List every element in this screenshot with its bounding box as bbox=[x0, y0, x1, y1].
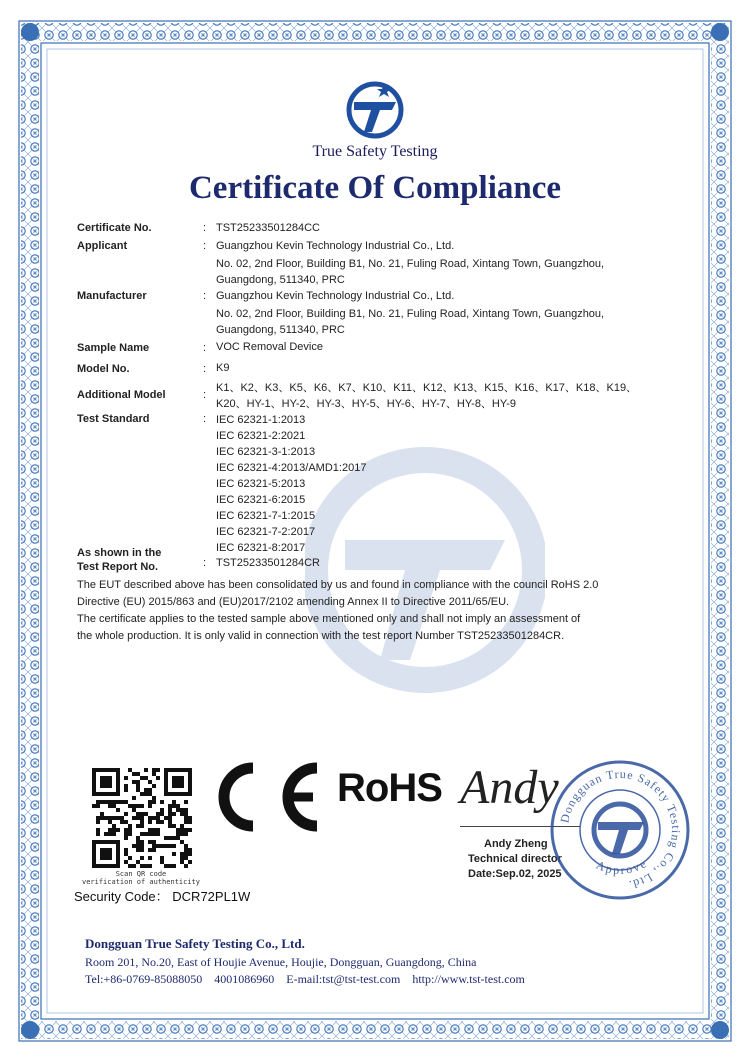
manufacturer-line: Guangzhou Kevin Technology Industrial Co., Ltd. bbox=[216, 290, 455, 302]
sample-name-value: VOC Removal Device bbox=[216, 341, 323, 353]
qr-code[interactable] bbox=[92, 768, 192, 868]
rohs-mark: RoHS bbox=[337, 766, 442, 810]
additional-model-value bbox=[216, 380, 637, 412]
manufacturer-label: Manufacturer bbox=[77, 290, 147, 302]
colon: : bbox=[203, 363, 207, 375]
security-code-value: DCR72PL1W bbox=[172, 889, 251, 904]
applicant-value bbox=[216, 238, 604, 288]
qr-caption bbox=[80, 870, 202, 886]
issue-date: Date:Sep.02, 2025 bbox=[468, 868, 562, 880]
qr-caption-line: Scan QR code bbox=[115, 870, 167, 878]
additional-model-line: K1、K2、K3、K5、K6、K7、K10、K11、K12、K13、K15、K16、K17、K18、K19、 bbox=[216, 382, 638, 394]
manufacturer-value bbox=[216, 288, 604, 338]
signer-name: Andy Zheng bbox=[484, 838, 548, 850]
compliance-statement bbox=[77, 577, 598, 645]
colon: : bbox=[203, 342, 207, 354]
statement-line: the whole production. It is only valid in connection with the test report Number TST25233501284CR. bbox=[77, 630, 565, 642]
test-standard-item: IEC 62321-7-2:2017 bbox=[216, 526, 316, 538]
additional-model-label: Additional Model bbox=[77, 389, 166, 401]
statement-line: Directive (EU) 2015/863 and (EU)2017/2102 amending Annex II to Directive 2011/65/EU. bbox=[77, 596, 510, 608]
email-label: E-mail: bbox=[286, 972, 323, 986]
test-report-label bbox=[77, 546, 161, 574]
tel-label: Tel: bbox=[85, 972, 104, 986]
test-standard-item: IEC 62321-7-1:2015 bbox=[216, 510, 316, 522]
colon: : bbox=[203, 290, 207, 302]
test-standard-item: IEC 62321-1:2013 bbox=[216, 414, 306, 426]
ce-mark-icon bbox=[205, 762, 323, 832]
security-code-label: Security Code： bbox=[74, 889, 169, 904]
test-standard-item: IEC 62321-2:2021 bbox=[216, 430, 306, 442]
tst-logo-icon bbox=[344, 78, 406, 140]
security-code bbox=[74, 886, 250, 905]
test-standard-item: IEC 62321-8:2017 bbox=[216, 542, 306, 554]
model-no-label: Model No. bbox=[77, 363, 130, 375]
svg-text:Dongguan True Safety Testing C: Dongguan True Safety Testing Co., Ltd. bbox=[557, 766, 684, 893]
signer-title: Technical director bbox=[468, 853, 562, 865]
colon: : bbox=[203, 557, 207, 569]
colon: : bbox=[203, 222, 207, 234]
footer-company: Dongguan True Safety Testing Co., Ltd. bbox=[85, 936, 305, 951]
colon: : bbox=[203, 240, 207, 252]
handwritten-signature: Andy bbox=[460, 761, 559, 814]
statement-line: The EUT described above has been consolidated by us and found in compliance with the council RoHS 2.0 bbox=[77, 579, 599, 591]
test-standard-item: IEC 62321-5:2013 bbox=[216, 478, 306, 490]
test-report-value: TST25233501284CR bbox=[216, 557, 320, 569]
colon: : bbox=[203, 389, 207, 401]
test-standard-item: IEC 62321-6:2015 bbox=[216, 494, 306, 506]
email-link[interactable]: tst@tst-test.com bbox=[322, 972, 401, 986]
website-link[interactable]: http://www.tst-test.com bbox=[412, 972, 525, 986]
applicant-line: Guangzhou Kevin Technology Industrial Co., Ltd. bbox=[216, 240, 455, 252]
manufacturer-line: Guangdong, 511340, PRC bbox=[216, 324, 345, 336]
tel-number-2: 4001086960 bbox=[214, 972, 275, 986]
brand-name: True Safety Testing bbox=[312, 143, 438, 160]
certificate-no-label: Certificate No. bbox=[77, 222, 152, 234]
footer-address: Room 201, No.20, East of Houjie Avenue, Houjie, Dongguan, Guangdong, China bbox=[85, 955, 477, 969]
certificate-no-value: TST25233501284CC bbox=[216, 222, 320, 234]
test-report-label-line: Test Report No. bbox=[77, 561, 159, 573]
test-standard-label: Test Standard bbox=[77, 413, 150, 425]
test-standard-item: IEC 62321-4:2013/AMD1:2017 bbox=[216, 462, 367, 474]
manufacturer-line: No. 02, 2nd Floor, Building B1, No. 21, Fuling Road, Xintang Town, Guangzhou, bbox=[216, 308, 605, 320]
applicant-line: No. 02, 2nd Floor, Building B1, No. 21, Fuling Road, Xintang Town, Guangzhou, bbox=[216, 258, 605, 270]
colon: : bbox=[203, 413, 207, 425]
test-standard-item: IEC 62321-3-1:2013 bbox=[216, 446, 316, 458]
test-standard-list bbox=[216, 412, 366, 556]
applicant-label: Applicant bbox=[77, 240, 128, 252]
applicant-line: Guangdong, 511340, PRC bbox=[216, 274, 345, 286]
svg-text:Approve: Approve bbox=[594, 855, 651, 878]
model-no-value: K9 bbox=[216, 362, 230, 374]
sample-name-label: Sample Name bbox=[77, 342, 150, 354]
company-seal-stamp bbox=[548, 758, 692, 902]
additional-model-line: K20、HY-1、HY-2、HY-3、HY-5、HY-6、HY-7、HY-8、HY-9 bbox=[216, 398, 516, 410]
certificate-title: Certificate Of Compliance bbox=[188, 170, 562, 206]
tel-number: +86-0769-85088050 bbox=[103, 972, 203, 986]
test-report-label-line: As shown in the bbox=[77, 547, 162, 559]
statement-line: The certificate applies to the tested sample above mentioned only and shall not imply an assessment of bbox=[77, 613, 581, 625]
footer-contact bbox=[85, 972, 525, 987]
qr-caption-line: verification of authenticity bbox=[81, 878, 200, 886]
